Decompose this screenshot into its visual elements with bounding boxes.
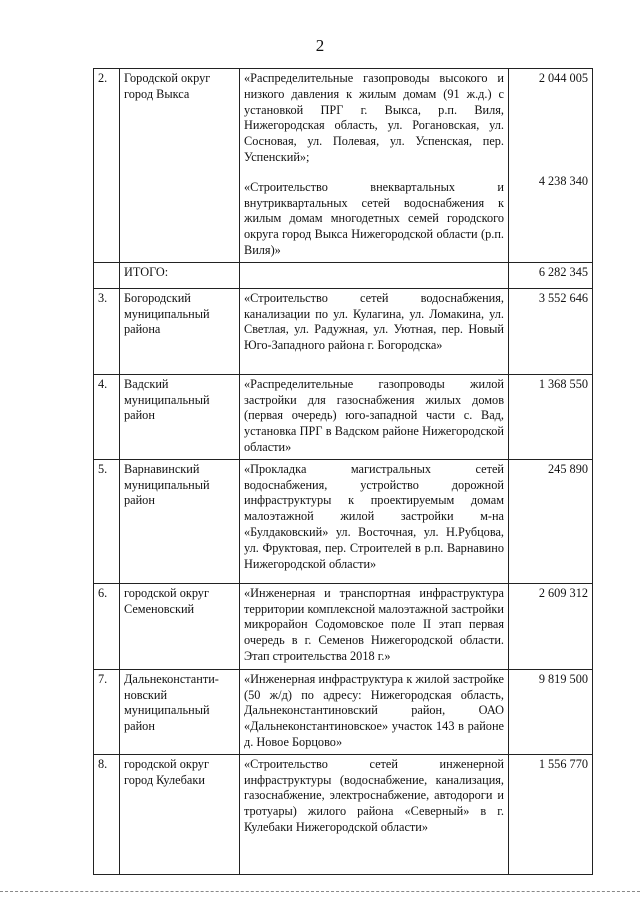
project-description-item: «Строительство внеквартальных и внутриквартальных сетей водоснабжения к жилым домам многодетных семей городского округа город Выкса Нижегородской области (р.п. Виля)» [244,179,504,257]
total-row [94,262,593,288]
project-description [240,69,509,263]
total-label: ИТОГО: [120,262,240,288]
municipality-name: Варнавинский муниципальный район [120,459,240,583]
table-row [94,754,593,874]
municipality-name: Дальнеконстанти-новский муниципальный район [120,669,240,754]
row-number: 3. [94,288,120,374]
project-description: «Строительство сетей водоснабжения, канализации по ул. Кулагина, ул. Ломакина, ул. Светлая, ул. Радужная, ул. Уютная, пер. Новый Юго-Западного района г. Богородска» [240,288,509,374]
row-number: 6. [94,583,120,669]
table-row [94,69,593,263]
table-row [94,669,593,754]
project-description: «Инженерная инфраструктура к жилой застройке (50 ж/д) по адресу: Нижегородская область, Дальнеконстантиновский район, ОАО «Дальнеконстантиновское» участок 143 в районе д. Новое Борцово» [240,669,509,754]
project-description-item: «Распределительные газопроводы высокого и низкого давления к жилым домам (91 ж.д.) с установкой ПРГ г. Выкса, р.п. Виля, Нижегородская область, ул. Рогановская, ул. Сосновая, ул. Полевая, ул. Успенская, пер. Успенский»; [244,71,504,164]
page-bottom-edge [0,891,640,892]
project-description: «Прокладка магистральных сетей водоснабжения, устройство дорожной инфраструктуры к проектируемым домам малоэтажной жилой застройки м-на «Булдаковский» ул. Восточная, ул. Н.Рубцова, ул. Фруктовая, пер. Строителей в р.п. Варнавино Нижегородской области» [240,459,509,583]
table-row [94,288,593,374]
municipality-name: городской округ Семеновский [120,583,240,669]
table-row [94,374,593,459]
amount-value: 2 044 005 [538,71,588,85]
amount-value: 4 238 340 [538,173,588,188]
amount-value: 1 556 770 [509,754,593,874]
amount-value: 245 890 [509,459,593,583]
amount-value: 9 819 500 [509,669,593,754]
amount-cell [509,69,593,263]
page-number: 2 [315,36,325,55]
municipality-name: городской округ город Кулебаки [120,754,240,874]
row-number: 7. [94,669,120,754]
municipality-name: Городской округ город Выкса [120,69,240,263]
project-description: «Инженерная и транспортная инфраструктура территории комплексной малоэтажной застройки микрорайон Содомовское поле II этап первая очередь в г. Семенов Нижегородской области. Этап строительства 2018 г.» [240,583,509,669]
table-row [94,459,593,583]
funding-table [93,68,593,875]
row-number: 4. [94,374,120,459]
municipality-name: Вадский муниципальный район [120,374,240,459]
row-number: 5. [94,459,120,583]
amount-value: 1 368 550 [509,374,593,459]
table-row [94,583,593,669]
amount-value: 3 552 646 [509,288,593,374]
row-number: 8. [94,754,120,874]
total-amount: 6 282 345 [509,262,593,288]
row-number: 2. [94,69,120,263]
amount-value: 2 609 312 [509,583,593,669]
project-description: «Распределительные газопроводы жилой застройки для газоснабжения жилых домов (первая очередь) юго-западной части с. Вад, установка ПРГ в Вадском районе Нижегородской области» [240,374,509,459]
project-description: «Строительство сетей инженерной инфраструктуры (водоснабжение, канализация, газоснабжение, электроснабжение, автодороги и тротуары) жилого района «Северный» в г. Кулебаки Нижегородской области» [240,754,509,874]
municipality-name: Богородский муниципальный района [120,288,240,374]
